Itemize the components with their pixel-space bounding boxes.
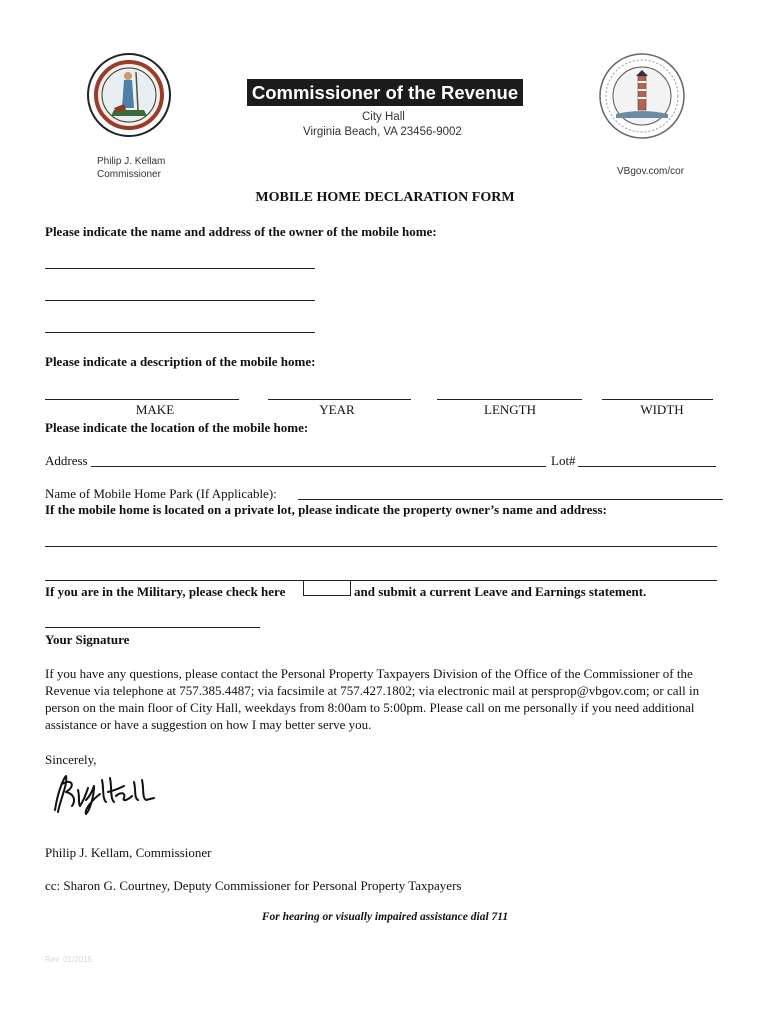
owner-address-field-1[interactable] [45,300,315,301]
make-field[interactable] [45,399,239,400]
website-link[interactable]: VBgov.com/cor [617,166,685,177]
year-label: YEAR [319,402,355,417]
military-instruction: and submit a current Leave and Earnings statement. [354,584,647,599]
owner-name-field[interactable] [45,268,315,269]
park-name-field[interactable] [298,499,723,500]
military-prompt: If you are in the Military, please check here [45,584,286,599]
width-label: WIDTH [640,402,684,417]
width-field[interactable] [602,399,713,400]
form-title: MOBILE HOME DECLARATION FORM [255,190,515,205]
commissioner-name: Philip J. Kellam [97,156,166,167]
city-seal-icon [598,52,686,140]
office-title: Commissioner of the Revenue [247,79,523,106]
location-address-field[interactable] [91,466,546,467]
property-owner-name-field[interactable] [45,546,717,547]
lot-label: Lot# [551,453,576,468]
accessibility-note: For hearing or visually impaired assistance dial 711 [261,911,509,923]
location-prompt: Please indicate the location of the mobile home: [45,420,309,435]
lot-number-field[interactable] [578,466,716,467]
private-lot-prompt: If the mobile home is located on a private lot, please indicate the property owner’s name and address: [45,502,607,517]
handwritten-signature-icon [50,770,160,820]
cc-line: cc: Sharon G. Courtney, Deputy Commissioner for Personal Property Taxpayers [45,878,462,893]
description-prompt: Please indicate a description of the mobile home: [45,354,316,369]
revision-label: Rev. 01/2015 [45,955,92,964]
address-line1: City Hall [362,111,405,123]
year-field[interactable] [268,399,411,400]
make-label: MAKE [135,402,175,417]
commonwealth-seal-icon [86,52,172,138]
signature-label: Your Signature [45,632,130,647]
owner-prompt: Please indicate the name and address of the owner of the mobile home: [45,224,437,239]
owner-address-field-2[interactable] [45,332,315,333]
signature-field[interactable] [45,627,260,628]
address-line2: Virginia Beach, VA 23456-9002 [303,126,462,138]
commissioner-role: Commissioner [97,169,161,180]
closing: Sincerely, [45,752,97,767]
length-label: LENGTH [484,402,536,417]
military-checkbox[interactable] [303,580,351,596]
address-label: Address [45,453,88,468]
signer-name: Philip J. Kellam, Commissioner [45,845,212,860]
park-name-label: Name of Mobile Home Park (If Applicable): [45,486,277,501]
length-field[interactable] [437,399,582,400]
property-owner-address-field[interactable] [45,580,717,581]
contact-paragraph: If you have any questions, please contact the Personal Property Taxpayers Division of the Office of the Commissioner of the Revenue via telephone at 757.385.4487; via facsimile at 757.427.1802; via electronic mail at persprop@vbgov.com; or call in person on the main floor of City Hall, weekdays from 8:00am to 5:00pm. Please call on me personally if you need additional assistance or have a suggestion on how I may better serve you. [45,666,700,732]
